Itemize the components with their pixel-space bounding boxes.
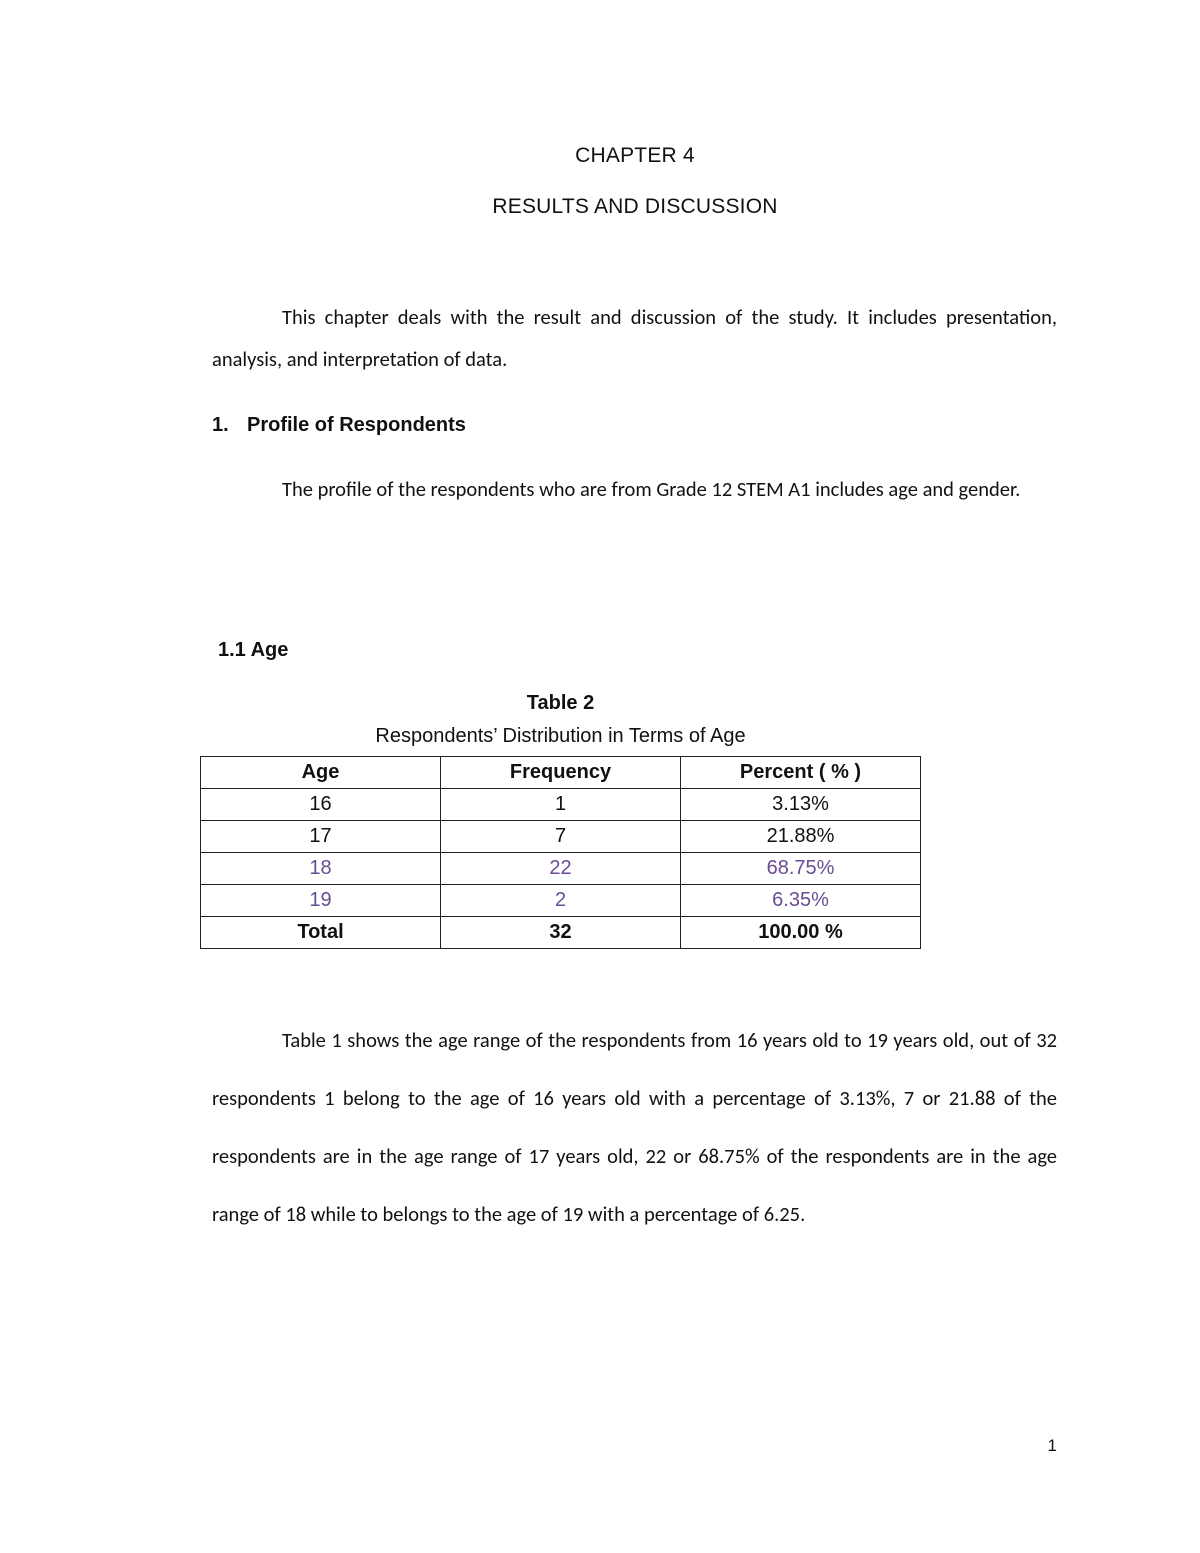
analysis-paragraph-text: Table 1 shows the age range of the respondents from 16 years old to 19 years old, out of 32 respondents 1 belong to the age of 16 years old with a percentage of 3.13%, 7 or 21.88 of the respondents are in the age range of 17 years old, 22 or 68.75% of the respondents are in the age range of 18 while to belongs to the age of 19 with a percentage of 6.25. bbox=[212, 1027, 1057, 1227]
cell-age: 17 bbox=[201, 821, 441, 853]
profile-paragraph-text: The profile of the respondents who are from Grade 12 STEM A1 includes age and gender. bbox=[282, 476, 1021, 502]
cell-age: 18 bbox=[201, 853, 441, 885]
table-row bbox=[201, 885, 921, 917]
cell-total-percent: 100.00 % bbox=[681, 917, 921, 949]
header-age: Age bbox=[201, 757, 441, 789]
cell-age: 16 bbox=[201, 789, 441, 821]
table-row bbox=[201, 821, 921, 853]
cell-percent: 3.13% bbox=[681, 789, 921, 821]
intro-paragraph bbox=[212, 296, 1057, 380]
cell-frequency: 7 bbox=[441, 821, 681, 853]
cell-frequency: 2 bbox=[441, 885, 681, 917]
chapter-number: CHAPTER 4 bbox=[575, 144, 695, 167]
table-label: Table 2 bbox=[526, 692, 595, 714]
table-header-row bbox=[201, 757, 921, 789]
cell-percent: 68.75% bbox=[681, 853, 921, 885]
header-percent: Percent ( % ) bbox=[681, 757, 921, 789]
age-distribution-table bbox=[200, 756, 921, 949]
subsection-heading-age: 1.1 Age bbox=[218, 639, 289, 661]
profile-paragraph bbox=[212, 467, 1057, 511]
section-heading-profile bbox=[212, 414, 466, 437]
section-number: 1. bbox=[212, 414, 229, 436]
table-row bbox=[201, 853, 921, 885]
cell-total-label: Total bbox=[201, 917, 441, 949]
cell-frequency: 1 bbox=[441, 789, 681, 821]
intro-paragraph-text: This chapter deals with the result and discussion of the study. It includes presentation, analysis, and interpretation of data. bbox=[212, 304, 1057, 372]
cell-frequency: 22 bbox=[441, 853, 681, 885]
analysis-paragraph bbox=[212, 1011, 1057, 1243]
chapter-title: RESULTS AND DISCUSSION bbox=[492, 195, 778, 218]
table-caption: Respondents’ Distribution in Terms of Age bbox=[375, 725, 746, 747]
cell-percent: 21.88% bbox=[681, 821, 921, 853]
table-total-row bbox=[201, 917, 921, 949]
table-row bbox=[201, 789, 921, 821]
page-number: 1 bbox=[1047, 1436, 1057, 1455]
cell-age: 19 bbox=[201, 885, 441, 917]
cell-percent: 6.35% bbox=[681, 885, 921, 917]
cell-total-frequency: 32 bbox=[441, 917, 681, 949]
section-title: Profile of Respondents bbox=[247, 414, 466, 436]
header-frequency: Frequency bbox=[441, 757, 681, 789]
